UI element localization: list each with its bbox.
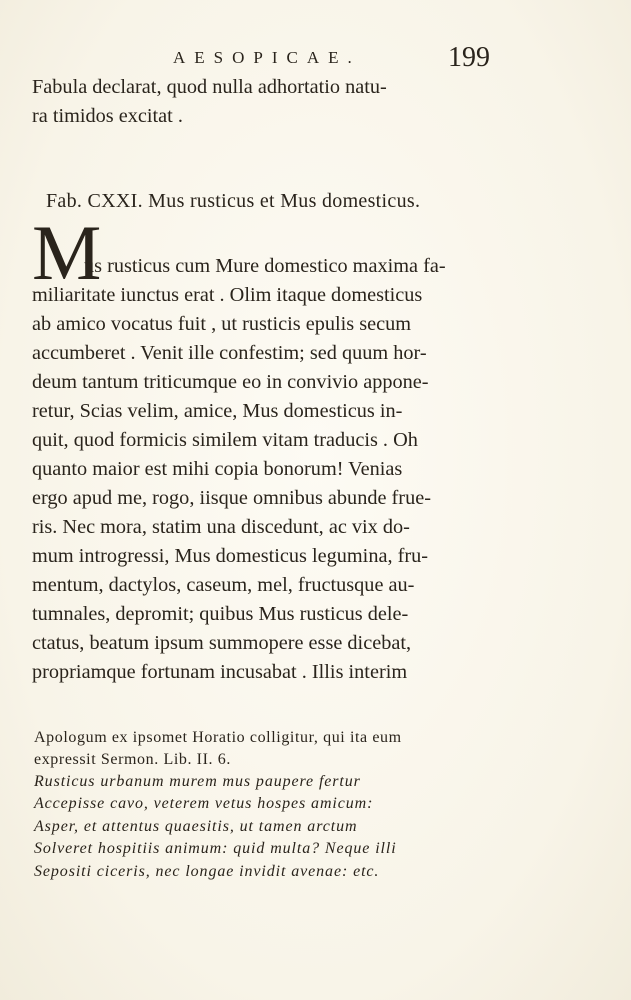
verse-line: Sepositi ciceris, nec longae invidit avenae: etc. <box>34 862 380 880</box>
body-line: miliaritate iunctus erat . Olim itaque domesticus <box>32 284 423 306</box>
footnote <box>34 727 534 883</box>
body-line: ab amico vocatus fuit , ut rusticis epulis secum <box>32 313 412 335</box>
page-number: 199 <box>448 42 490 73</box>
body-line: mentum, dactylos, caseum, mel, fructusque au- <box>32 574 415 596</box>
body-line: mum introgressi, Mus domesticus legumina, fru- <box>32 545 428 567</box>
body-line: tumnales, depromit; quibus Mus rusticus dele- <box>32 603 409 625</box>
verse-line: Asper, et attentus quaesitis, ut tamen arctum <box>34 817 358 835</box>
running-head <box>0 42 631 72</box>
body-line: ctatus, beatum ipsum summopere esse dicebat, <box>32 632 412 654</box>
running-head-title: AESOPICAE. <box>173 48 361 67</box>
verse-line: Solveret hospitiis animum: quid multa? Neque illi <box>34 840 397 858</box>
intro-line: ra timidos excitat . <box>32 105 183 127</box>
fable-first-line: us rusticus cum Mure domestico maxima fa- <box>84 255 446 277</box>
body-line: ris. Nec mora, statim una discedunt, ac vix do- <box>32 516 410 538</box>
intro-paragraph <box>32 74 387 132</box>
body-line: deum tantum triticumque eo in convivio appone- <box>32 371 429 393</box>
intro-line: Fabula declarat, quod nulla adhortatio natu- <box>32 76 387 98</box>
verse-line: Rusticus urbanum murem mus paupere fertur <box>34 773 361 790</box>
footnote-line: expressit Sermon. Lib. II. 6. <box>34 751 231 768</box>
footnote-line: Apologum ex ipsomet Horatio colligitur, qui ita eum <box>34 729 402 746</box>
drop-cap: M <box>32 209 102 296</box>
body-line: quit, quod formicis similem vitam traducis . Oh <box>32 429 418 451</box>
fable-body <box>32 252 532 687</box>
body-line: propriamque fortunam incusabat . Illis interim <box>32 661 408 683</box>
body-line: quanto maior est mihi copia bonorum! Venias <box>32 458 403 480</box>
body-line: ergo apud me, rogo, iisque omnibus abunde frue- <box>32 487 431 509</box>
body-line: accumberet . Venit ille confestim; sed quum hor- <box>32 342 427 364</box>
fable-title: Fab. CXXI. Mus rusticus et Mus domesticus. <box>46 190 421 212</box>
body-line: retur, Scias velim, amice, Mus domesticus in- <box>32 400 403 422</box>
verse-line: Accepisse cavo, veterem vetus hospes amicum: <box>34 795 374 813</box>
